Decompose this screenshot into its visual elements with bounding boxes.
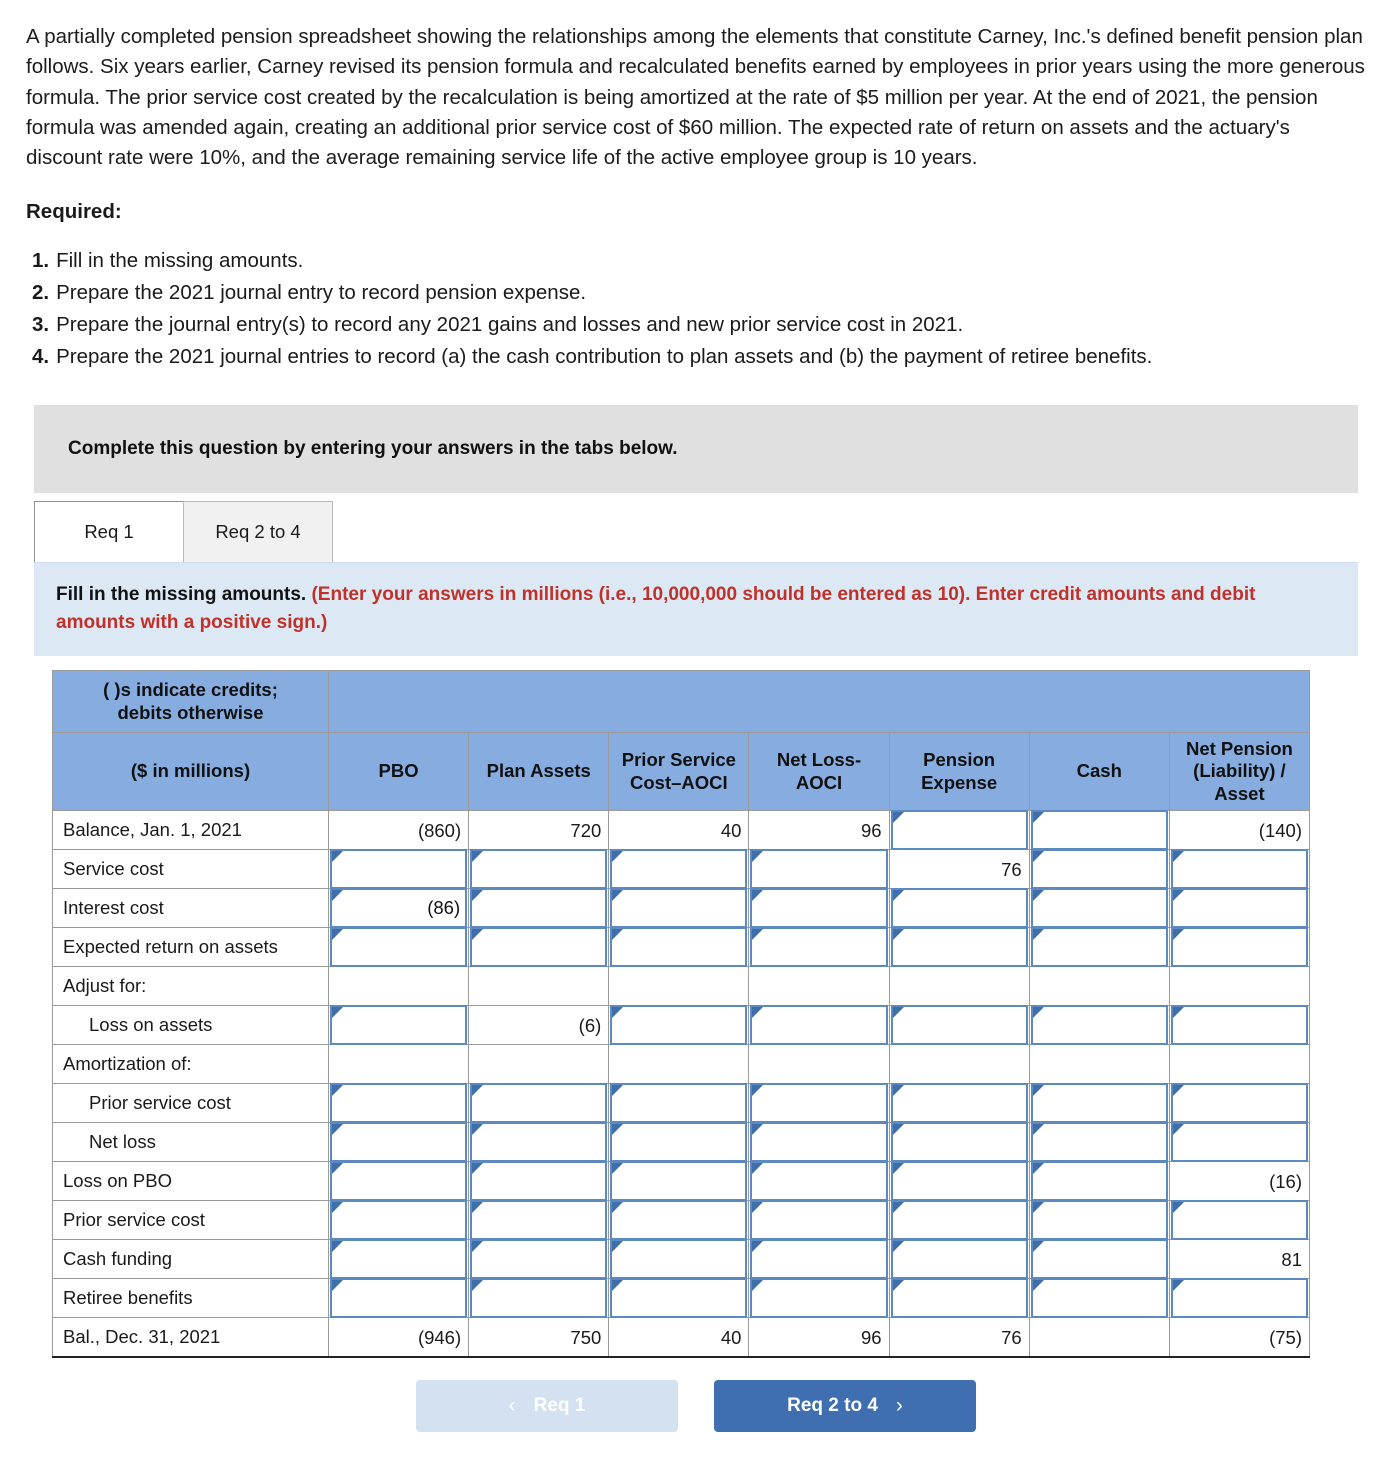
amount-input[interactable] bbox=[891, 810, 1028, 850]
amount-static-cell bbox=[329, 967, 469, 1006]
amount-input[interactable] bbox=[891, 1161, 1028, 1201]
amount-input[interactable] bbox=[1171, 927, 1308, 967]
amount-input-cell[interactable] bbox=[889, 1006, 1029, 1045]
amount-input[interactable] bbox=[610, 1200, 747, 1240]
amount-input-cell[interactable] bbox=[889, 928, 1029, 967]
prev-req-button-label: Req 1 bbox=[533, 1395, 586, 1417]
spreadsheet-body bbox=[53, 811, 1310, 1358]
table-row bbox=[53, 1006, 1310, 1045]
row-label: Balance, Jan. 1, 2021 bbox=[53, 811, 329, 850]
amount-static-cell bbox=[469, 967, 609, 1006]
requirement-number: 4. bbox=[32, 344, 50, 368]
column-header-pbo bbox=[329, 733, 469, 811]
amount-input[interactable] bbox=[330, 1083, 467, 1123]
amount-static-cell bbox=[329, 811, 469, 850]
amount-value: (75) bbox=[1269, 1326, 1302, 1348]
table-row bbox=[53, 1201, 1310, 1240]
amount-value: (140) bbox=[1258, 819, 1302, 841]
requirement-tabs bbox=[34, 501, 1366, 562]
row-label: Prior service cost bbox=[53, 1201, 329, 1240]
requirement-number: 1. bbox=[32, 248, 50, 272]
amount-input-cell[interactable] bbox=[1169, 1084, 1309, 1123]
amount-input-cell[interactable] bbox=[469, 1279, 609, 1318]
amount-input-cell[interactable] bbox=[329, 1162, 469, 1201]
amount-input[interactable] bbox=[330, 927, 467, 967]
amount-input[interactable] bbox=[1171, 1122, 1308, 1162]
requirement-number: 3. bbox=[32, 312, 50, 336]
amount-input-cell[interactable] bbox=[749, 850, 889, 889]
amount-input-cell[interactable] bbox=[329, 850, 469, 889]
amount-input-cell[interactable] bbox=[749, 1279, 889, 1318]
table-row bbox=[53, 850, 1310, 889]
amount-input[interactable] bbox=[1031, 1161, 1168, 1201]
column-header-line: Net Loss- bbox=[776, 749, 862, 771]
requirement-item bbox=[26, 310, 1366, 339]
amount-value: 96 bbox=[860, 1326, 882, 1348]
row-label: Amortization of: bbox=[53, 1045, 329, 1084]
amount-input-cell[interactable] bbox=[1029, 1006, 1169, 1045]
requirement-number: 2. bbox=[32, 280, 50, 304]
question-intro-paragraph: A partially completed pension spreadsheet showing the relationships among the elements that constitute Carney, Inc.'s defined benefit pension plan follows. Six years earlier, Carney revised its pension formula and recalculated benefits earned by employees in prior years using the more generous formula. The prior service cost created by the recalculation is being amortized at the rate of $5 million per year. At the end of 2021, the pension formula was amended again, creating an additional prior service cost of $60 million. The expected rate of return on assets and the actuary's discount rate were 10%, and the average remaining service life of the active employee group is 10 years. bbox=[26, 25, 1365, 170]
amount-static-cell bbox=[1029, 967, 1169, 1006]
amount-static-cell bbox=[749, 811, 889, 850]
pension-spreadsheet-wrapper bbox=[52, 670, 1358, 1358]
pension-spreadsheet bbox=[52, 670, 1310, 1358]
amount-input[interactable] bbox=[891, 1200, 1028, 1240]
amount-input-cell[interactable] bbox=[329, 1006, 469, 1045]
amount-input[interactable] bbox=[891, 1122, 1028, 1162]
amount-input[interactable] bbox=[891, 1278, 1028, 1318]
amount-value: 76 bbox=[1001, 1326, 1022, 1348]
requirement-text: Prepare the 2021 journal entries to record (a) the cash contribution to plan assets and (b) the payment of retiree benefits. bbox=[56, 344, 1153, 368]
amount-input[interactable] bbox=[610, 849, 747, 889]
amount-input-cell[interactable] bbox=[889, 1279, 1029, 1318]
amount-input[interactable] bbox=[610, 1239, 747, 1279]
amount-static-cell bbox=[469, 1006, 609, 1045]
amount-input-cell[interactable] bbox=[749, 1123, 889, 1162]
amount-input[interactable] bbox=[470, 1278, 607, 1318]
column-header-line: (Liability) / bbox=[1193, 760, 1286, 782]
amount-input-cell[interactable] bbox=[329, 928, 469, 967]
amount-input[interactable] bbox=[610, 1083, 747, 1123]
credits-note-cell bbox=[53, 671, 329, 733]
next-req-button[interactable] bbox=[714, 1380, 976, 1432]
amount-static-cell bbox=[469, 811, 609, 850]
amount-input-cell[interactable] bbox=[1029, 1123, 1169, 1162]
amount-input-cell[interactable] bbox=[329, 1201, 469, 1240]
column-header-line: Cost–AOCI bbox=[630, 771, 728, 793]
amount-input-cell[interactable] bbox=[889, 1240, 1029, 1279]
amount-input[interactable] bbox=[1171, 888, 1308, 928]
amount-input-cell[interactable] bbox=[329, 1240, 469, 1279]
instruction-banner bbox=[34, 562, 1358, 656]
amount-input-cell[interactable] bbox=[1029, 928, 1169, 967]
amount-static-cell bbox=[1169, 967, 1309, 1006]
amount-input-cell[interactable] bbox=[1169, 850, 1309, 889]
amount-input[interactable] bbox=[1031, 1200, 1168, 1240]
column-header-line: AOCI bbox=[795, 771, 843, 793]
amount-input-cell[interactable] bbox=[609, 1240, 749, 1279]
amount-input[interactable] bbox=[470, 927, 607, 967]
amount-input-cell[interactable] bbox=[1169, 1123, 1309, 1162]
amount-input[interactable] bbox=[1171, 1083, 1308, 1123]
amount-value: 40 bbox=[720, 1326, 742, 1348]
amount-static-cell bbox=[749, 967, 889, 1006]
table-row bbox=[53, 967, 1310, 1006]
table-row bbox=[53, 1318, 1310, 1358]
amount-input-cell[interactable] bbox=[749, 1240, 889, 1279]
row-label: Loss on PBO bbox=[53, 1162, 329, 1201]
amount-input[interactable] bbox=[1171, 849, 1308, 889]
amount-input[interactable] bbox=[1031, 1005, 1168, 1045]
amount-value: 76 bbox=[1001, 858, 1022, 880]
amount-input-cell[interactable] bbox=[1029, 1084, 1169, 1123]
amount-input[interactable] bbox=[750, 1005, 887, 1045]
amount-input-value: (86) bbox=[427, 897, 461, 919]
table-row bbox=[53, 889, 1310, 928]
amount-input-cell[interactable] bbox=[609, 1162, 749, 1201]
amount-static-cell bbox=[889, 1318, 1029, 1358]
amount-input[interactable] bbox=[610, 1278, 747, 1318]
amount-input-cell[interactable] bbox=[469, 928, 609, 967]
amount-static-cell bbox=[1029, 1318, 1169, 1358]
amount-value: 750 bbox=[570, 1326, 602, 1348]
amount-static-cell bbox=[329, 1045, 469, 1084]
chevron-left-icon: ‹ bbox=[508, 1394, 516, 1418]
amount-input[interactable] bbox=[610, 1122, 747, 1162]
complete-question-banner-text: Complete this question by entering your answers in the tabs below. bbox=[68, 438, 678, 460]
amount-static-cell bbox=[469, 1045, 609, 1084]
amount-input[interactable] bbox=[330, 1122, 467, 1162]
amount-static-cell bbox=[1169, 1240, 1309, 1279]
row-label: Service cost bbox=[53, 850, 329, 889]
required-heading: Required: bbox=[26, 199, 122, 223]
navigation-buttons bbox=[26, 1380, 1366, 1432]
table-row bbox=[53, 1279, 1310, 1318]
amount-input[interactable] bbox=[750, 1122, 887, 1162]
amount-input-cell[interactable] bbox=[469, 1123, 609, 1162]
table-row bbox=[53, 1084, 1310, 1123]
amount-input-cell[interactable] bbox=[609, 1279, 749, 1318]
amount-input[interactable] bbox=[470, 1161, 607, 1201]
amount-input-cell[interactable] bbox=[1169, 1201, 1309, 1240]
amount-input[interactable] bbox=[891, 888, 1028, 928]
row-label: Interest cost bbox=[53, 889, 329, 928]
instruction-bold-text: Fill in the missing amounts. bbox=[56, 584, 307, 606]
amount-input[interactable] bbox=[470, 1122, 607, 1162]
amount-input[interactable] bbox=[1171, 1005, 1308, 1045]
amount-input-cell[interactable] bbox=[749, 889, 889, 928]
amount-input[interactable] bbox=[610, 1005, 747, 1045]
row-label: Prior service cost bbox=[53, 1084, 329, 1123]
next-req-button-label: Req 2 to 4 bbox=[787, 1395, 878, 1417]
amount-static-cell bbox=[609, 811, 749, 850]
amount-input[interactable] bbox=[610, 927, 747, 967]
amount-static-cell bbox=[889, 850, 1029, 889]
column-header-line: Cash bbox=[1076, 760, 1122, 782]
amount-input-cell[interactable] bbox=[749, 1162, 889, 1201]
table-row bbox=[53, 811, 1310, 850]
credits-note-line-2: debits otherwise bbox=[117, 701, 264, 723]
amount-input[interactable] bbox=[750, 1239, 887, 1279]
amount-input[interactable] bbox=[330, 1161, 467, 1201]
amount-input[interactable] bbox=[470, 888, 607, 928]
amount-input[interactable] bbox=[750, 1200, 887, 1240]
amount-input-cell[interactable] bbox=[889, 1162, 1029, 1201]
requirements-list bbox=[26, 246, 1366, 371]
row-label: Loss on assets bbox=[53, 1006, 329, 1045]
amount-input[interactable] bbox=[470, 1239, 607, 1279]
amount-static-cell bbox=[469, 1318, 609, 1358]
requirement-item bbox=[26, 278, 1366, 307]
amount-input[interactable] bbox=[330, 1200, 467, 1240]
amount-input-cell[interactable] bbox=[1029, 850, 1169, 889]
instruction-hint-text: (Enter your answers in millions (i.e., 10,000,000 should be entered as 10). Enter credit amounts and debit amounts with a positive sign.) bbox=[56, 584, 1256, 633]
spreadsheet-header bbox=[53, 671, 1310, 811]
amount-input[interactable] bbox=[330, 1005, 467, 1045]
column-header-plan-assets bbox=[469, 733, 609, 811]
amount-input-cell[interactable] bbox=[609, 1123, 749, 1162]
column-header-line: Prior Service bbox=[621, 749, 736, 771]
amount-input-cell[interactable] bbox=[329, 889, 469, 928]
amount-input-cell[interactable] bbox=[889, 811, 1029, 850]
amount-input-cell[interactable] bbox=[749, 1201, 889, 1240]
amount-static-cell bbox=[609, 1318, 749, 1358]
amount-static-cell bbox=[889, 967, 1029, 1006]
tab-req-1[interactable]: Req 1 bbox=[34, 501, 184, 562]
row-label: Net loss bbox=[53, 1123, 329, 1162]
amount-value: 81 bbox=[1281, 1248, 1302, 1270]
amount-input[interactable] bbox=[470, 1200, 607, 1240]
amount-input[interactable] bbox=[1171, 1200, 1308, 1240]
amount-input-cell[interactable] bbox=[609, 889, 749, 928]
amount-input-cell[interactable] bbox=[329, 1123, 469, 1162]
amount-input[interactable] bbox=[750, 1083, 887, 1123]
amount-input[interactable] bbox=[891, 1083, 1028, 1123]
amount-input-cell[interactable] bbox=[1029, 889, 1169, 928]
table-row bbox=[53, 1240, 1310, 1279]
amount-input[interactable] bbox=[1171, 1278, 1308, 1318]
amount-input[interactable] bbox=[1031, 1239, 1168, 1279]
requirement-item bbox=[26, 342, 1366, 371]
amount-static-cell bbox=[329, 1318, 469, 1358]
amount-static-cell bbox=[609, 1045, 749, 1084]
table-row bbox=[53, 1123, 1310, 1162]
amount-input[interactable] bbox=[330, 1239, 467, 1279]
requirement-text: Prepare the journal entry(s) to record any 2021 gains and losses and new prior service cost in 2021. bbox=[56, 312, 964, 336]
amount-input-cell[interactable] bbox=[609, 928, 749, 967]
amount-value: (946) bbox=[417, 1326, 462, 1348]
amount-input-cell[interactable] bbox=[469, 1162, 609, 1201]
row-label: Bal., Dec. 31, 2021 bbox=[53, 1318, 329, 1358]
amount-input-cell[interactable] bbox=[889, 1084, 1029, 1123]
row-label: Cash funding bbox=[53, 1240, 329, 1279]
amount-input-cell[interactable] bbox=[469, 1240, 609, 1279]
amount-input-cell[interactable] bbox=[1029, 1201, 1169, 1240]
amount-input[interactable] bbox=[891, 1239, 1028, 1279]
chevron-right-icon: › bbox=[895, 1394, 903, 1418]
amount-input-cell[interactable] bbox=[1029, 1279, 1169, 1318]
amount-value: (860) bbox=[417, 819, 462, 841]
amount-input[interactable] bbox=[750, 1278, 887, 1318]
amount-input[interactable] bbox=[891, 927, 1028, 967]
amount-static-cell bbox=[609, 967, 749, 1006]
amount-value: (6) bbox=[578, 1014, 602, 1036]
column-header-net-loss-aoci bbox=[749, 733, 889, 811]
amount-input[interactable] bbox=[1031, 849, 1168, 889]
amount-input-cell[interactable] bbox=[1029, 1162, 1169, 1201]
amount-input-cell[interactable] bbox=[469, 1084, 609, 1123]
amount-input-cell[interactable] bbox=[609, 1006, 749, 1045]
column-header-cash bbox=[1029, 733, 1169, 811]
amount-input[interactable] bbox=[750, 1161, 887, 1201]
amount-static-cell bbox=[1169, 1045, 1309, 1084]
amount-input[interactable] bbox=[1031, 1278, 1168, 1318]
amount-input[interactable] bbox=[1031, 927, 1168, 967]
amount-input-cell[interactable] bbox=[469, 889, 609, 928]
tab-req-2-to-4[interactable]: Req 2 to 4 bbox=[183, 501, 333, 562]
amount-input-cell[interactable] bbox=[749, 1006, 889, 1045]
amount-static-cell bbox=[1169, 1318, 1309, 1358]
amount-input[interactable] bbox=[750, 849, 887, 889]
requirement-text: Prepare the 2021 journal entry to record pension expense. bbox=[56, 280, 587, 304]
amount-static-cell bbox=[1169, 1162, 1309, 1201]
amount-value: (16) bbox=[1269, 1170, 1302, 1192]
amount-input[interactable] bbox=[1031, 1122, 1168, 1162]
amount-input-cell[interactable] bbox=[609, 1084, 749, 1123]
amount-input-cell[interactable] bbox=[749, 928, 889, 967]
amount-input-cell[interactable] bbox=[329, 1279, 469, 1318]
amount-static-cell bbox=[749, 1045, 889, 1084]
column-header-pension-expense bbox=[889, 733, 1029, 811]
amount-input[interactable] bbox=[750, 927, 887, 967]
header-row-note bbox=[53, 671, 1310, 733]
amount-input-cell[interactable] bbox=[1169, 889, 1309, 928]
prev-req-button[interactable] bbox=[416, 1380, 678, 1432]
amount-input-cell[interactable] bbox=[1169, 928, 1309, 967]
amount-input[interactable] bbox=[610, 1161, 747, 1201]
table-row bbox=[53, 1162, 1310, 1201]
amount-static-cell bbox=[889, 1045, 1029, 1084]
header-blank-cell bbox=[329, 671, 1310, 733]
column-header-prior-service-cost-aoci bbox=[609, 733, 749, 811]
amount-input[interactable] bbox=[330, 1278, 467, 1318]
amount-input[interactable] bbox=[470, 849, 607, 889]
row-label: Retiree benefits bbox=[53, 1279, 329, 1318]
column-header-net-pension bbox=[1169, 733, 1309, 811]
amount-input-cell[interactable] bbox=[1029, 1240, 1169, 1279]
amount-input-cell[interactable] bbox=[609, 850, 749, 889]
amount-input[interactable] bbox=[750, 888, 887, 928]
amount-input-cell[interactable] bbox=[889, 1123, 1029, 1162]
amount-value: 40 bbox=[720, 819, 742, 841]
column-header-line: Plan Assets bbox=[486, 760, 591, 782]
requirement-text: Fill in the missing amounts. bbox=[56, 248, 304, 272]
amount-input[interactable] bbox=[1031, 810, 1168, 850]
amount-input-cell[interactable] bbox=[1169, 1006, 1309, 1045]
requirement-item bbox=[26, 246, 1366, 275]
amount-input[interactable] bbox=[1031, 1083, 1168, 1123]
row-label: Expected return on assets bbox=[53, 928, 329, 967]
credits-note-line-1: ( )s indicate credits; bbox=[103, 679, 278, 701]
header-row-columns bbox=[53, 733, 1310, 811]
amount-input-cell[interactable] bbox=[749, 1084, 889, 1123]
column-header-line: Net Pension bbox=[1185, 737, 1293, 759]
amount-value: 720 bbox=[570, 819, 602, 841]
table-row bbox=[53, 928, 1310, 967]
amount-input[interactable] bbox=[891, 1005, 1028, 1045]
amount-input[interactable] bbox=[470, 1083, 607, 1123]
complete-question-banner bbox=[34, 405, 1358, 493]
amount-input-cell[interactable] bbox=[609, 1201, 749, 1240]
amount-static-cell bbox=[749, 1318, 889, 1358]
amount-static-cell bbox=[1029, 1045, 1169, 1084]
amount-input[interactable] bbox=[610, 888, 747, 928]
amount-input[interactable] bbox=[330, 888, 467, 928]
amount-input-cell[interactable] bbox=[1169, 1279, 1309, 1318]
amount-input-cell[interactable] bbox=[889, 1201, 1029, 1240]
column-header-line: Asset bbox=[1214, 782, 1265, 804]
amount-input[interactable] bbox=[330, 849, 467, 889]
amount-input-cell[interactable] bbox=[469, 1201, 609, 1240]
units-label-cell: ($ in millions) bbox=[53, 733, 329, 811]
column-header-line: Pension bbox=[923, 749, 996, 771]
amount-value: 96 bbox=[860, 819, 882, 841]
amount-input[interactable] bbox=[1031, 888, 1168, 928]
amount-input-cell[interactable] bbox=[889, 889, 1029, 928]
amount-input-cell[interactable] bbox=[1029, 811, 1169, 850]
column-header-line: Expense bbox=[921, 771, 998, 793]
amount-input-cell[interactable] bbox=[469, 850, 609, 889]
column-header-line: PBO bbox=[378, 760, 419, 782]
row-label: Adjust for: bbox=[53, 967, 329, 1006]
amount-input-cell[interactable] bbox=[329, 1084, 469, 1123]
amount-static-cell bbox=[1169, 811, 1309, 850]
table-row bbox=[53, 1045, 1310, 1084]
